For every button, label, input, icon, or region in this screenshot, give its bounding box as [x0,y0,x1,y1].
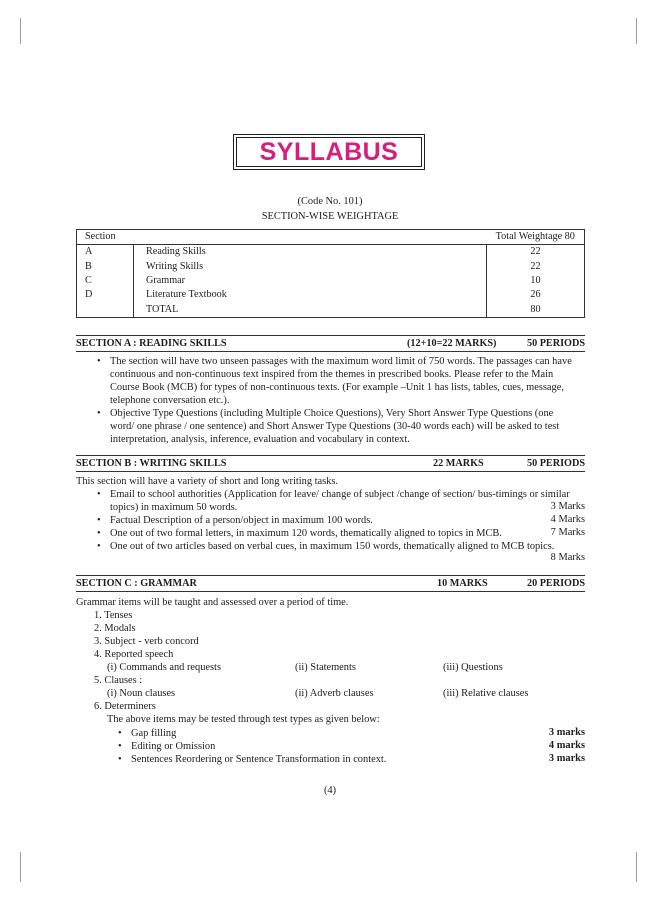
crop-mark [636,18,637,44]
grammar-subitem: (i) Noun clauses [107,688,176,699]
section-b-item: • Email to school authorities (Application for leave/ change of subject /change of section/ bus-timings or similar [110,488,570,501]
test-type: • Editing or Omission [131,740,215,753]
grammar-subitem: (i) Commands and requests [107,662,221,673]
section-c-title: SECTION C : GRAMMAR [76,578,197,589]
table-row [77,288,585,302]
section-a-periods: 50 PERIODS [526,338,585,349]
title-box [233,134,425,170]
section-b-intro: This section will have a variety of short and long writing tasks. [76,476,339,487]
table-row [77,274,585,288]
table-row [77,260,585,274]
row-section: A [77,245,134,260]
section-c-header [76,575,585,592]
row-section [77,302,134,317]
row-marks: 22 [487,245,585,260]
section-a-title: SECTION A : READING SKILLS [76,338,227,349]
grammar-item: 4. Reported speech [94,649,174,660]
row-topic: Grammar [134,274,487,288]
text-line: continuous and non-continuous text inspired from the themes in prescribed books. Please refer to the Main [110,369,554,380]
section-a-bullet [110,355,585,407]
text-line: • Objective Type Questions (including Multiple Choice Questions), Very Short Answer Type Questions (one [110,408,554,419]
section-c-periods: 20 PERIODS [526,578,585,589]
row-marks: 10 [487,274,585,288]
section-b-item: • One out of two articles based on verbal cues, in maximum 150 words, thematically aligned to MCB topics. [110,540,554,553]
row-section: C [77,274,134,288]
section-c-intro: Grammar items will be taught and assessed over a period of time. [76,597,349,608]
section-b-header [76,455,585,472]
row-topic: Reading Skills [134,245,487,260]
table-row [77,245,585,260]
grammar-subitem: (iii) Questions [443,662,503,673]
test-type: • Gap filling [131,727,176,740]
text-line: • The section will have two unseen passages with the maximum word limit of 750 words. The passages can have [110,356,572,367]
row-topic: TOTAL [134,302,487,317]
crop-mark [20,852,21,882]
text-line: telephone conversation etc.). [110,395,230,406]
subtitle: SECTION-WISE WEIGHTAGE [261,211,399,222]
grammar-subitem: (ii) Adverb clauses [295,688,374,699]
header-weightage: Total Weightage 80 [487,230,585,245]
page-number: (4) [323,785,337,796]
text-line: Course Book (MCB) for types of non-continuous texts. (For example –Unit 1 has lists, tables, cues, message, [110,382,564,393]
section-a-marks: (12+10=22 MARKS) [407,338,497,349]
test-marks: 4 marks [548,740,585,751]
section-b-item-cont: topics) in maximum 50 words. [110,502,238,513]
section-b-periods: 50 PERIODS [526,458,585,469]
text-line: word/ one phrase / one sentence) and Short Answer Type Questions (30-40 words each) will be asked to test [110,421,560,432]
crop-mark [636,852,637,882]
row-marks: 26 [487,288,585,302]
grammar-item: 3. Subject - verb concord [94,636,199,647]
grammar-subitem: (iii) Relative clauses [443,688,529,699]
section-b-item: • Factual Description of a person/object in maximum 100 words. [110,514,373,527]
section-a-header [76,335,585,352]
section-b-item: • One out of two formal letters, in maximum 120 words, thematically aligned to topics in MCB. [110,527,502,540]
section-b-marks: 22 MARKS [433,458,484,469]
section-c-marks: 10 MARKS [437,578,488,589]
crop-mark [20,18,21,44]
section-a-bullet [110,407,585,446]
table-row-total [77,302,585,317]
test-marks: 3 marks [548,727,585,738]
grammar-item: 5. Clauses : [94,675,143,686]
grammar-item: 2. Modals [94,623,136,634]
row-marks: 22 [487,260,585,274]
section-b-marks-value: 3 Marks [550,501,585,512]
row-topic: Literature Textbook [134,288,487,302]
section-b-title: SECTION B : WRITING SKILLS [76,458,227,469]
test-type: • Sentences Reordering or Sentence Transformation in context. [131,753,386,766]
grammar-item: 1. Tenses [94,610,133,621]
section-b-marks-value: 8 Marks [550,552,585,563]
row-topic: Writing Skills [134,260,487,274]
grammar-item: 6. Determiners [94,701,156,712]
section-b-marks-value: 4 Marks [550,514,585,525]
table-header-row [77,230,585,245]
section-b-marks-value: 7 Marks [550,527,585,538]
code-number: (Code No. 101) [297,196,363,207]
row-marks: 80 [487,302,585,317]
weightage-table [76,229,585,318]
row-section: D [77,288,134,302]
test-marks: 3 marks [548,753,585,764]
text-line: interpretation, analysis, inference, evaluation and vocabulary in context. [110,434,410,445]
row-section: B [77,260,134,274]
header-section: Section [77,230,487,245]
test-intro: The above items may be tested through test types as given below: [107,714,380,725]
page-title: SYLLABUS [236,137,422,167]
grammar-subitem: (ii) Statements [295,662,356,673]
